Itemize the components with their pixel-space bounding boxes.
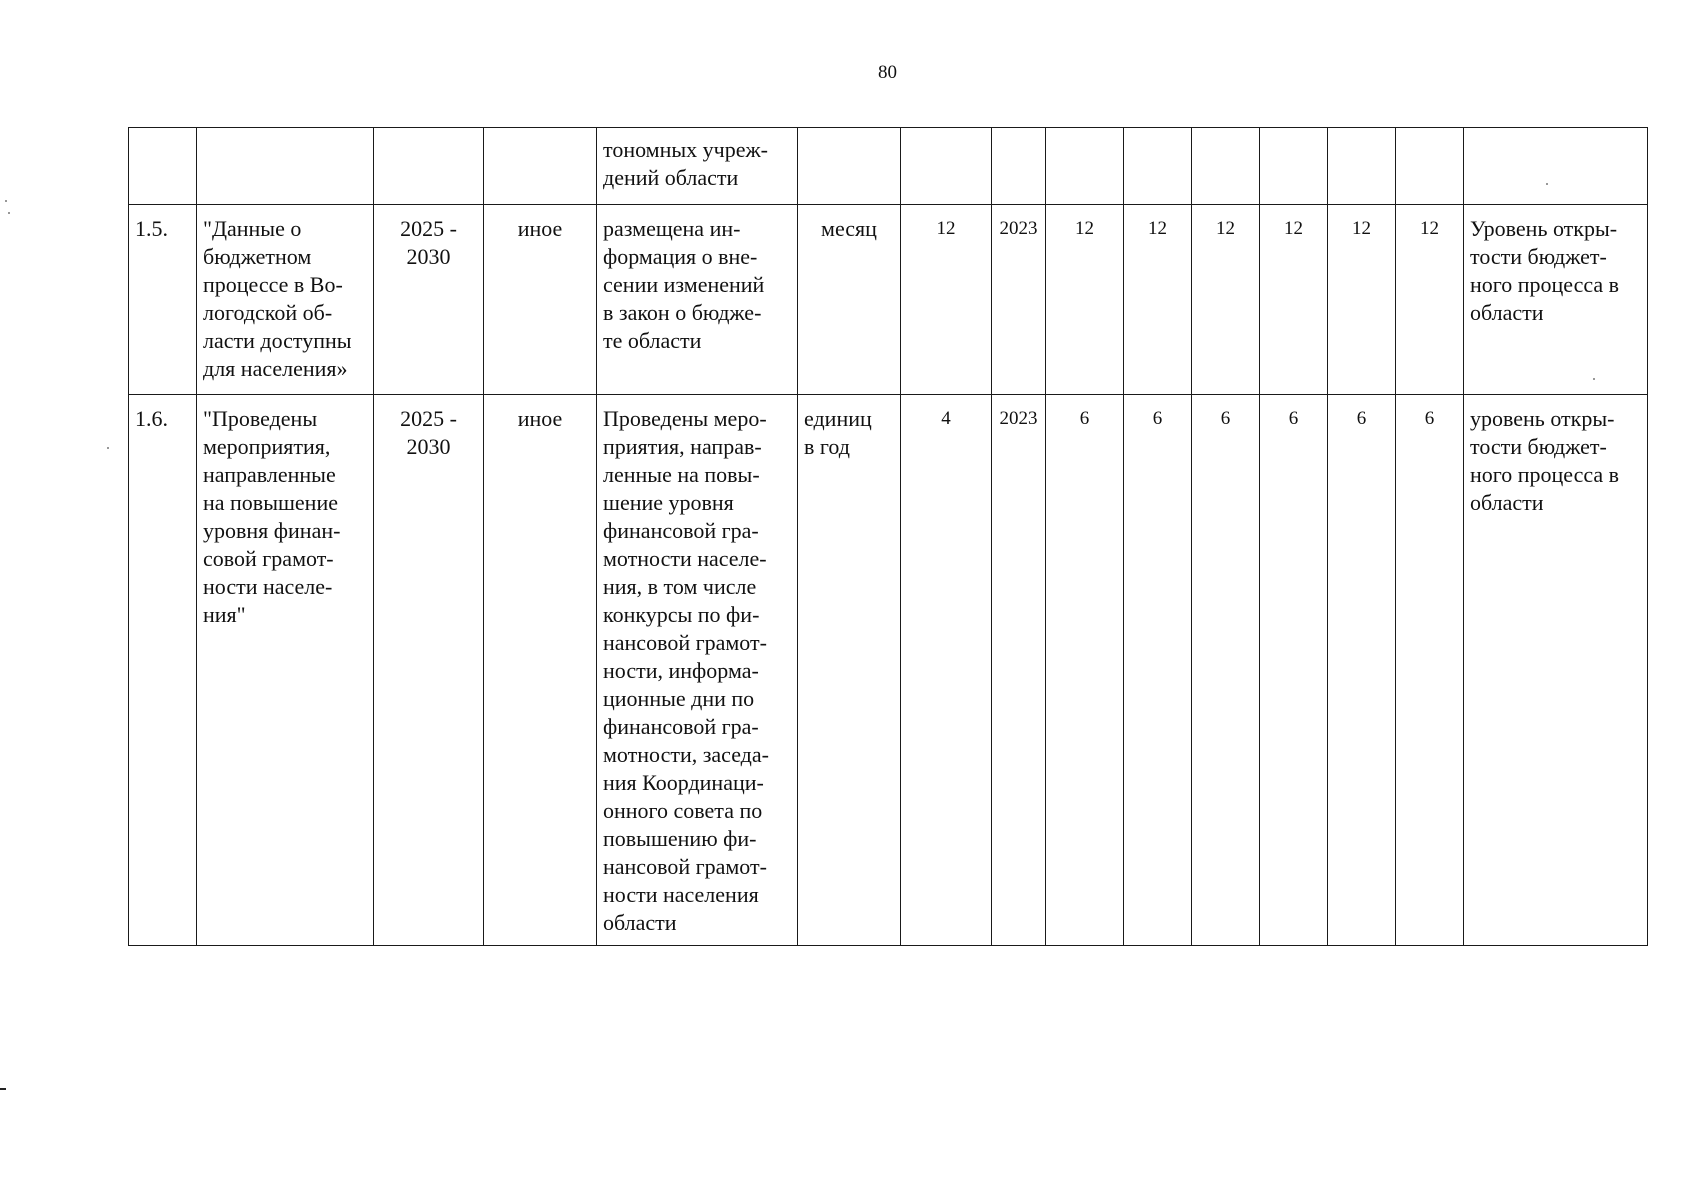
document-table-wrapper [128, 127, 1648, 946]
cell-task [197, 395, 374, 946]
result-description: Проведены меро- приятия, направ- ленные на повы- шение уровня финансовой гра- мотности населе- ния, в том числе конкурсы по фи- нансовой грамот- ности, информа- ционные дни по финансовой гра- мотности, заседа- ния Координаци- онного совета по повышению фи- нансовой грамот- ности населения области [603, 406, 769, 935]
scan-speck [107, 447, 109, 449]
year-value: 12 [1420, 218, 1439, 239]
cell-type [484, 395, 597, 946]
cell-value [1124, 395, 1192, 946]
year-value: 12 [1075, 218, 1094, 239]
continuation-result-text: тономных учреж- дений области [603, 137, 769, 190]
cell-unit [798, 395, 901, 946]
table-row [129, 395, 1648, 946]
cell-value [1124, 205, 1192, 395]
year-value: 6 [1220, 408, 1231, 429]
scan-speck [1593, 378, 1595, 380]
cell-value [1192, 395, 1260, 946]
cell-num [129, 395, 197, 946]
cell-indicator [1464, 128, 1648, 205]
scan-speck [5, 200, 7, 202]
cell-base-year [992, 205, 1046, 395]
year-value: 12 [1216, 218, 1235, 239]
cell-base-value [901, 205, 992, 395]
cell-value [1260, 395, 1328, 946]
scan-margin-mark [0, 1088, 6, 1090]
cell-value [1260, 205, 1328, 395]
implementation-period: 2025 - 2030 [400, 406, 457, 459]
cell-base-value [901, 395, 992, 946]
year-value: 12 [1148, 218, 1167, 239]
cell-type [484, 205, 597, 395]
task-name: "Данные о бюджетном процессе в Во- логодской об- ласти доступны для населения» [203, 216, 352, 381]
row-number: 1.5. [135, 216, 168, 241]
cell-num [129, 128, 197, 205]
year-value: 6 [1079, 408, 1090, 429]
unit-of-measure: месяц [821, 216, 877, 241]
base-year: 2023 [999, 218, 1038, 239]
cell-result [597, 128, 798, 205]
indicator-link: Уровень откры- тости бюджет- ного процесса в области [1470, 216, 1620, 325]
base-value: 12 [936, 218, 956, 239]
year-value: 6 [1424, 408, 1435, 429]
cell-value [1046, 128, 1124, 205]
base-value: 4 [941, 408, 951, 429]
page-number: 80 [878, 62, 897, 83]
table-row-continuation [129, 128, 1648, 205]
cell-value [1396, 205, 1464, 395]
cell-base-value [901, 128, 992, 205]
cell-period [374, 395, 484, 946]
cell-indicator [1464, 205, 1648, 395]
cell-period [374, 128, 484, 205]
cell-period [374, 205, 484, 395]
cell-base-year [992, 128, 1046, 205]
cell-unit [798, 205, 901, 395]
cell-unit [798, 128, 901, 205]
year-value: 6 [1152, 408, 1163, 429]
year-value: 12 [1284, 218, 1303, 239]
cell-type [484, 128, 597, 205]
cell-num [129, 205, 197, 395]
cell-value [1396, 128, 1464, 205]
cell-value [1192, 128, 1260, 205]
cell-value [1328, 128, 1396, 205]
year-value: 6 [1288, 408, 1299, 429]
document-table [128, 127, 1648, 946]
cell-result [597, 395, 798, 946]
implementation-period: 2025 - 2030 [400, 216, 457, 269]
cell-value [1046, 395, 1124, 946]
scan-speck [1546, 183, 1548, 185]
cell-result [597, 205, 798, 395]
cell-value [1396, 395, 1464, 946]
task-type: иное [517, 406, 563, 431]
row-number: 1.6. [135, 406, 168, 431]
cell-task [197, 128, 374, 205]
cell-value [1328, 205, 1396, 395]
cell-value [1046, 205, 1124, 395]
cell-value [1192, 205, 1260, 395]
cell-value [1260, 128, 1328, 205]
cell-base-year [992, 395, 1046, 946]
task-name: "Проведены мероприятия, направленные на повышение уровня финан- совой грамот- ности населе- ния" [203, 406, 341, 627]
year-value: 6 [1356, 408, 1367, 429]
cell-value [1328, 395, 1396, 946]
year-value: 12 [1352, 218, 1371, 239]
table-row [129, 205, 1648, 395]
indicator-link: уровень откры- тости бюджет- ного процесса в области [1470, 406, 1620, 515]
unit-of-measure: единиц в год [804, 406, 872, 459]
cell-indicator [1464, 395, 1648, 946]
task-type: иное [517, 216, 563, 241]
result-description: размещена ин- формация о вне- сении изменений в закон о бюдже- те области [603, 216, 765, 353]
scan-speck [8, 212, 10, 214]
cell-task [197, 205, 374, 395]
base-year: 2023 [999, 408, 1038, 429]
cell-value [1124, 128, 1192, 205]
